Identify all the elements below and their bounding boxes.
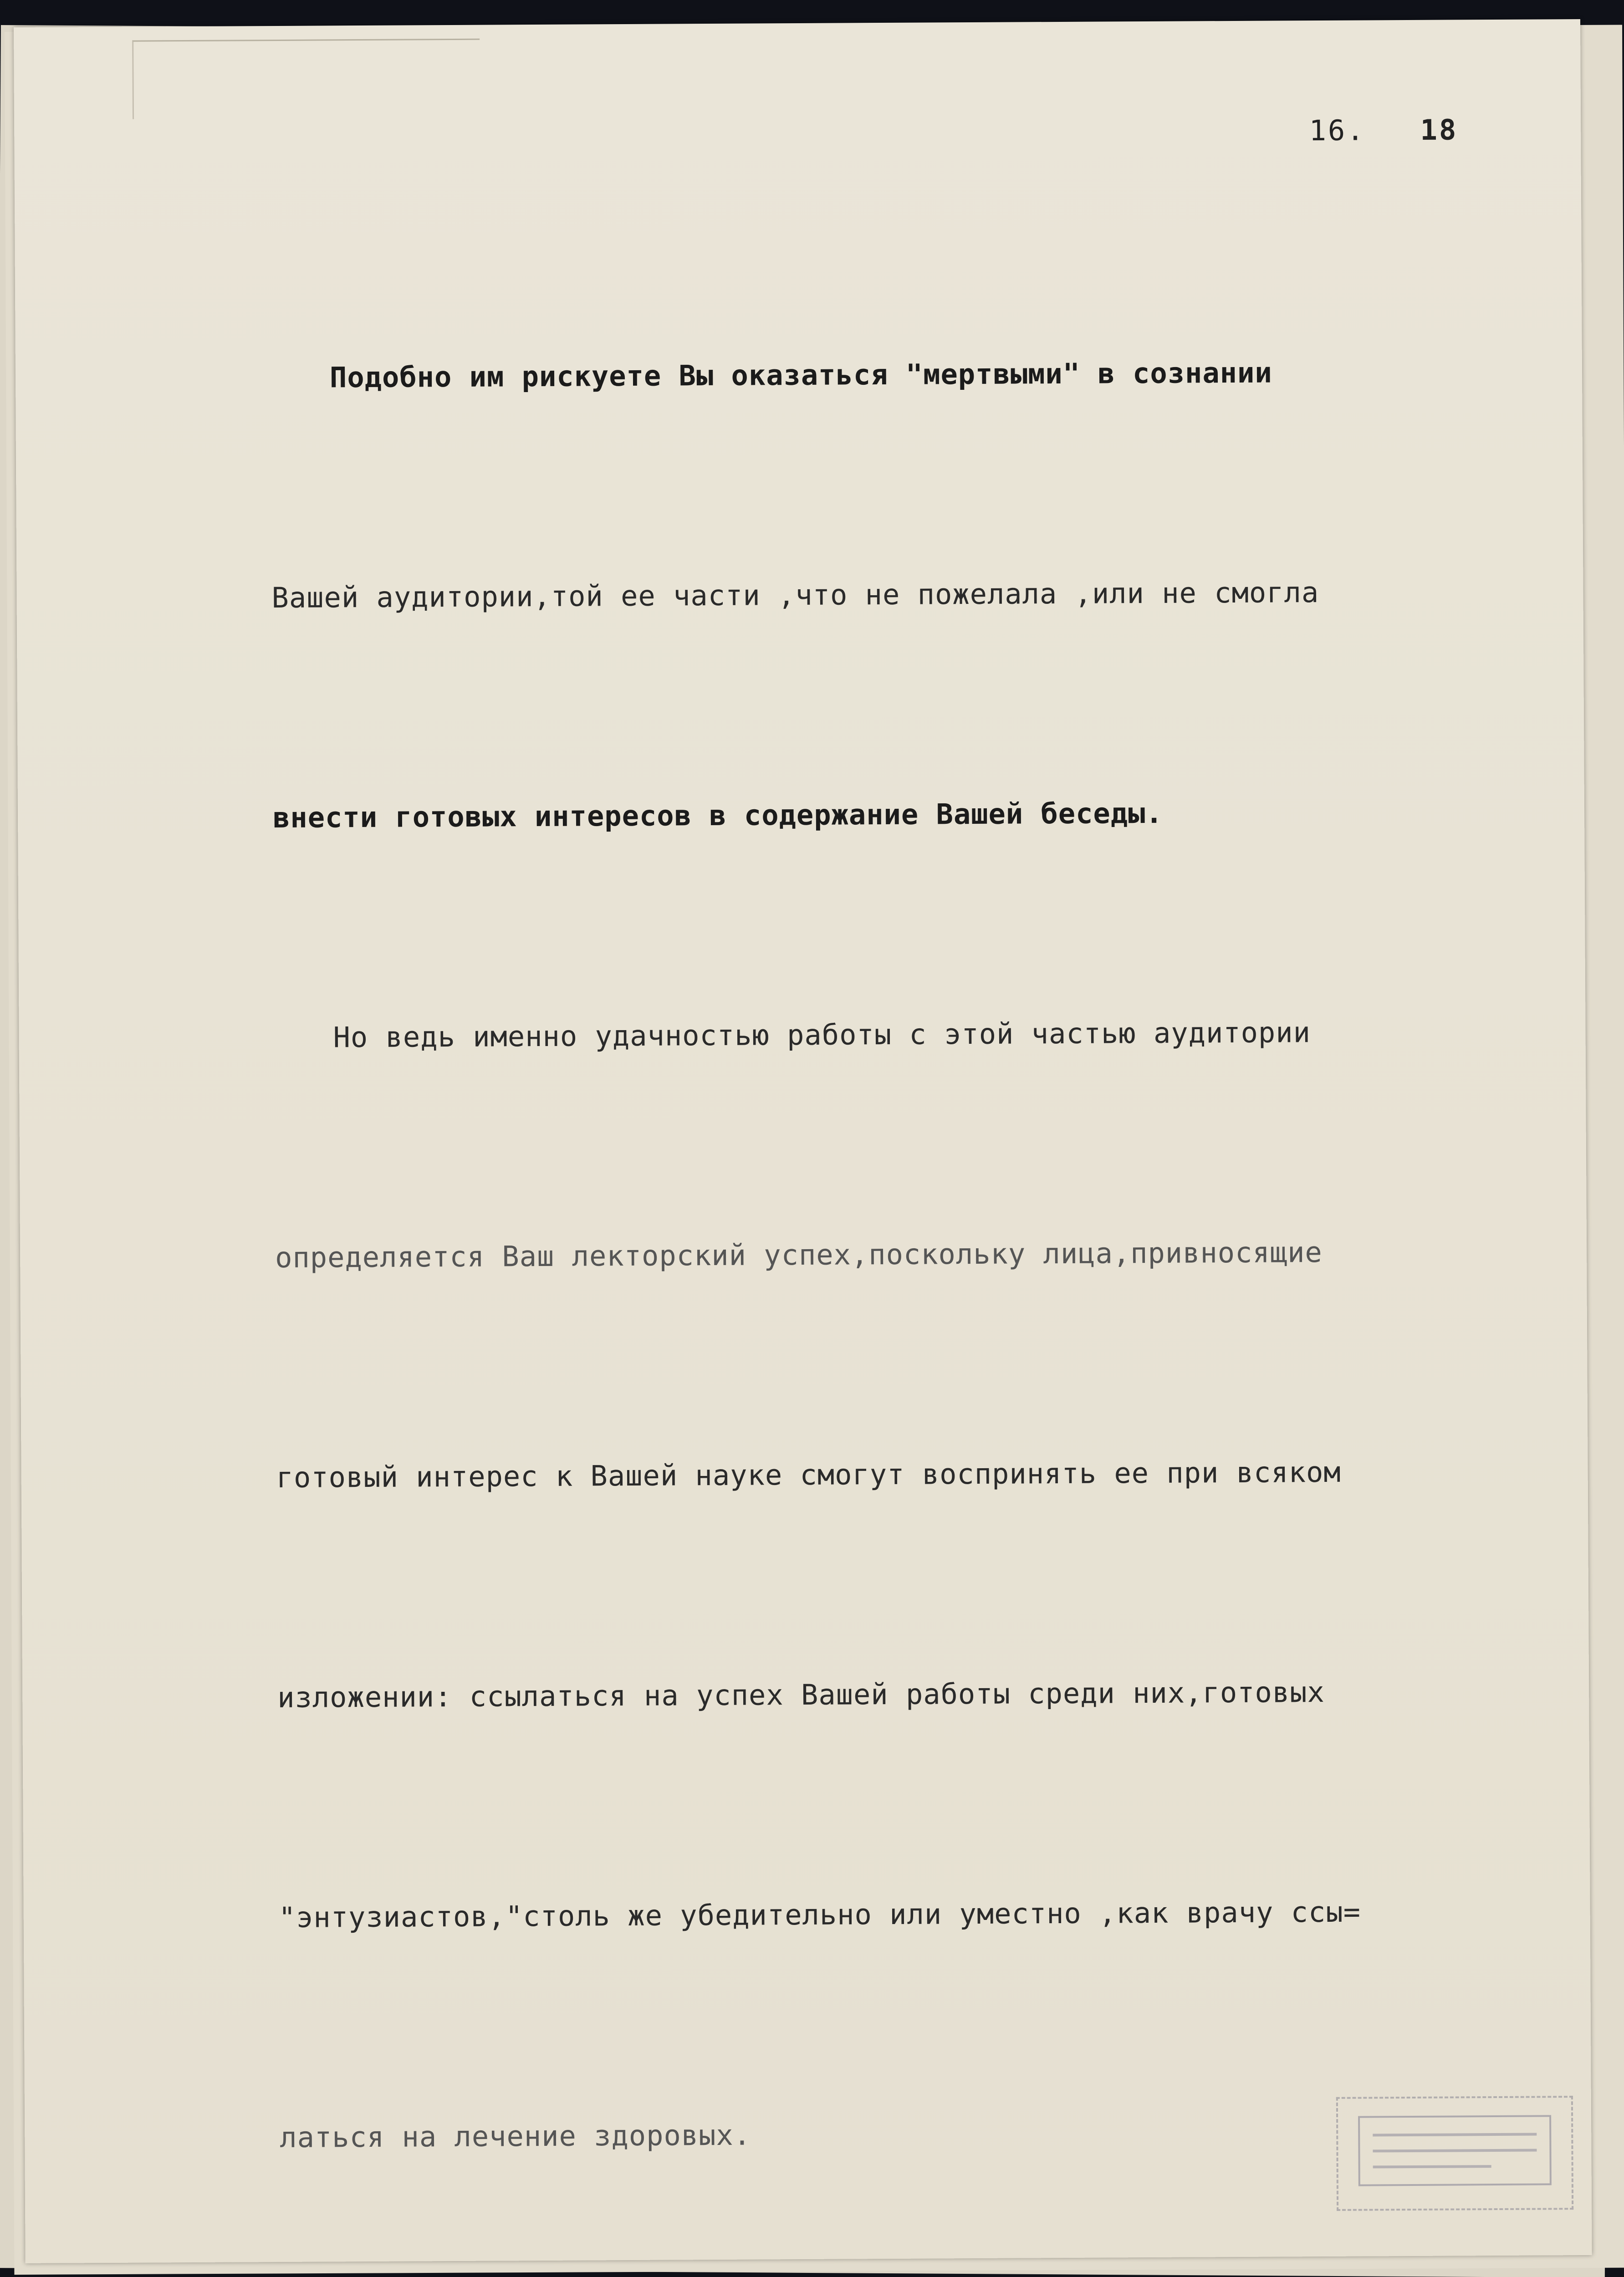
stamp-marks-icon <box>1354 2111 1555 2190</box>
text-line: "энтузиастов,"столь же убедительно или уместно ,как врачу ссы= <box>278 1895 1361 1935</box>
text-line: внести готовых интересов в содержание Вашей беседы. <box>272 796 1163 835</box>
archive-stamp <box>1336 2096 1573 2211</box>
text-line: определяется Ваш лекторский успех,поскольку лица,привносящие <box>275 1235 1323 1275</box>
page-fold-mark <box>132 39 480 119</box>
typed-text-body <box>270 188 1592 2263</box>
page-number-current: 16. <box>1309 113 1366 148</box>
text-line: Вашей аудитории,той ее части ,что не пожелала ,или не смогла <box>271 576 1319 615</box>
text-line: латься на лечение здоровых. <box>280 2118 751 2154</box>
text-line: изложении: ссылаться на успех Вашей работы среди них,готовых <box>277 1675 1325 1715</box>
typewritten-page <box>14 19 1592 2263</box>
text-line: готовый интерес к Вашей науке смогут воспринять ее при всяком <box>276 1455 1341 1495</box>
text-line: Но ведь именно удачностью работы с этой частью аудитории <box>333 1016 1311 1054</box>
page-number <box>1309 113 1458 147</box>
text-line: Подобно им рискуете Вы оказаться "мертвыми" в сознании <box>329 356 1272 394</box>
page-number-previous: 18 <box>1420 113 1458 147</box>
